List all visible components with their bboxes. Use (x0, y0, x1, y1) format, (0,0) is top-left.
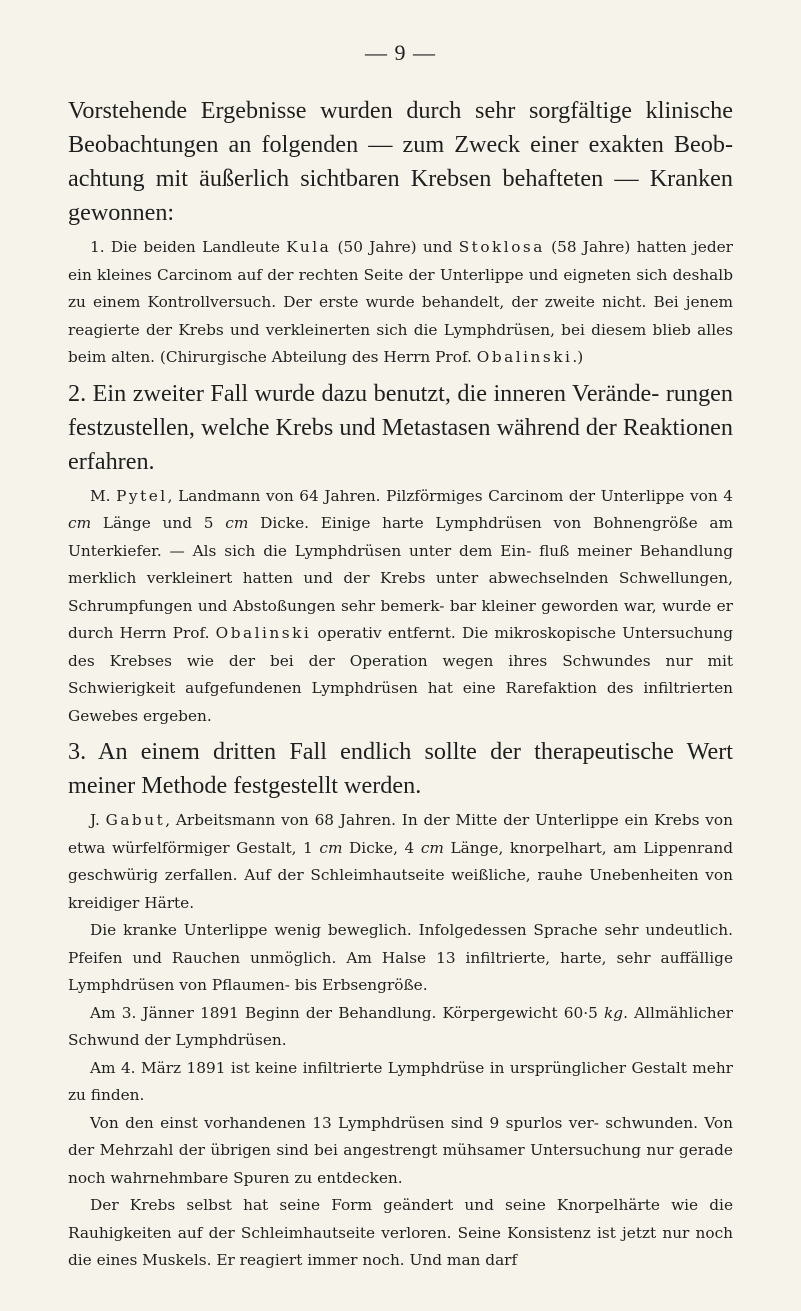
case-1-paragraph (68, 234, 733, 372)
case-1-text-b: (50 Jahre) und (331, 238, 459, 256)
unit-cm: cm (68, 514, 92, 532)
case-3-paragraph-4: Am 4. März 1891 ist keine infiltrierte Lymphdrüse in ursprünglicher Gestalt mehr zu finden. (68, 1058, 733, 1104)
case-3-text-e: Am 3. Jänner 1891 Beginn der Behandlung. Körpergewicht 60·5 (90, 1003, 605, 1022)
case-2-text-b: , Landmann von 64 Jahren. Pilzförmiges Carcinom der Unterlippe von 4 (167, 486, 734, 505)
page-number: — 9 — (365, 40, 436, 65)
case-3-paragraph-3 (68, 1000, 733, 1055)
case-3-text-a: J. (90, 811, 106, 829)
case-2-text-a: M. (90, 486, 117, 505)
case-3-paragraph-6: Der Krebs selbst hat seine Form geändert und seine Knorpelhärte wie die Rauhigkeiten auf der Schleimhautseite verloren. Seine Konsistenz ist jetzt nur noch die eines Muskels. Er reagiert immer noch. Und man darf (68, 1196, 733, 1269)
name-obalinski: Obalinski (476, 348, 573, 366)
case-3-text-b: , Arbeitsmann von 68 Jahren. In der Mitte der Unterlippe ein Krebs von etwa würfelförmiger Gestalt, 1 (68, 811, 733, 857)
case-2-text-c: Länge und 5 (91, 514, 226, 532)
case-2-heading: 2. Ein zweiter Fall wurde dazu benutzt, die inneren Verände- rungen festzustellen, welche Krebs und Metastasen während der Reaktionen erfahren. (68, 379, 733, 475)
case-1-text-a: 1. Die beiden Landleute (90, 238, 287, 256)
name-gabut: Gabut (105, 811, 166, 829)
case-3-text-f: . Allmählicher Schwund der Lymphdrüsen. (68, 1003, 733, 1049)
name-stoklosa: Stoklosa (458, 238, 545, 256)
unit-kg: kg (604, 1003, 624, 1022)
name-pytel: Pytel (116, 486, 168, 505)
case-3-paragraph-1 (68, 807, 733, 917)
case-1-text-d: .) (572, 348, 584, 366)
case-3-text-c: Dicke, 4 (342, 838, 421, 857)
unit-cm: cm (225, 514, 249, 532)
unit-cm: cm (319, 838, 343, 857)
case-3-text-d: Länge, knorpelhart, am Lippenrand geschwürig zerfallen. Auf der Schleimhautseite weißliche, rauhe Unebenheiten von kreidiger Härte. (68, 838, 733, 912)
intro-paragraph: Vorstehende Ergebnisse wurden durch sehr sorgfältige klinische Beobachtungen an folgenden — zum Zweck einer exakten Beob- achtung mit äußerlich sichtbaren Krebsen behafteten — Kranken gewonnen: (68, 97, 733, 226)
case-3-heading: 3. An einem dritten Fall endlich sollte der therapeutische Wert meiner Methode festgestellt werden. (68, 738, 733, 799)
case-3-paragraph-5: Von den einst vorhandenen 13 Lymphdrüsen sind 9 spurlos ver- schwunden. Von der Mehrzahl der übrigen sind bei angestrengt mühsamer Untersuchung nur gerade noch wahrnehmbare Spuren zu entdecken. (68, 1113, 733, 1187)
case-3-paragraph-2: Die kranke Unterlippe wenig beweglich. Infolgedessen Sprache sehr undeutlich. Pfeifen und Rauchen unmöglich. Am Halse 13 infiltrierte, harte, sehr auffällige Lymphdrüsen von Pflaumen- bis Erbsengröße. (68, 921, 733, 994)
case-2-text-d: Dicke. Einige harte Lymphdrüsen von Bohnengröße am Unterkiefer. — Als sich die Lymphdrüsen unter dem Ein- fluß meiner Behandlung merklich verkleinert hatten und der Krebs unter abwechselnden Schwellungen, Schrumpfungen und Abstoßungen sehr bemerk- bar kleiner geworden war, wurde er durch Herrn Prof. (68, 514, 733, 642)
name-kula: Kula (286, 238, 332, 256)
case-2-text-e: operativ entfernt. Die mikroskopische Untersuchung des Krebses wie der bei der Operation wegen ihres Schwundes nur mit Schwierigkeit aufgefundenen Lymphdrüsen hat eine Rarefaktion des infiltrierten Gewebes ergeben. (68, 624, 733, 725)
unit-cm: cm (420, 838, 444, 857)
case-2-paragraph (68, 483, 733, 731)
name-obalinski: Obalinski (215, 624, 312, 642)
page-body (68, 94, 733, 1275)
case-1-text-c: (58 Jahre) hatten jeder ein kleines Carcinom auf der rechten Seite der Unterlippe und eigneten sich deshalb zu einem Kontrollversuch. Der erste wurde behandelt, der zweite nicht. Bei jenem reagierte der Krebs und verkleinerten sich die Lymphdrüsen, bei diesem blieb alles beim alten. (Chirurgische Abteilung des Herrn Prof. (68, 238, 733, 366)
